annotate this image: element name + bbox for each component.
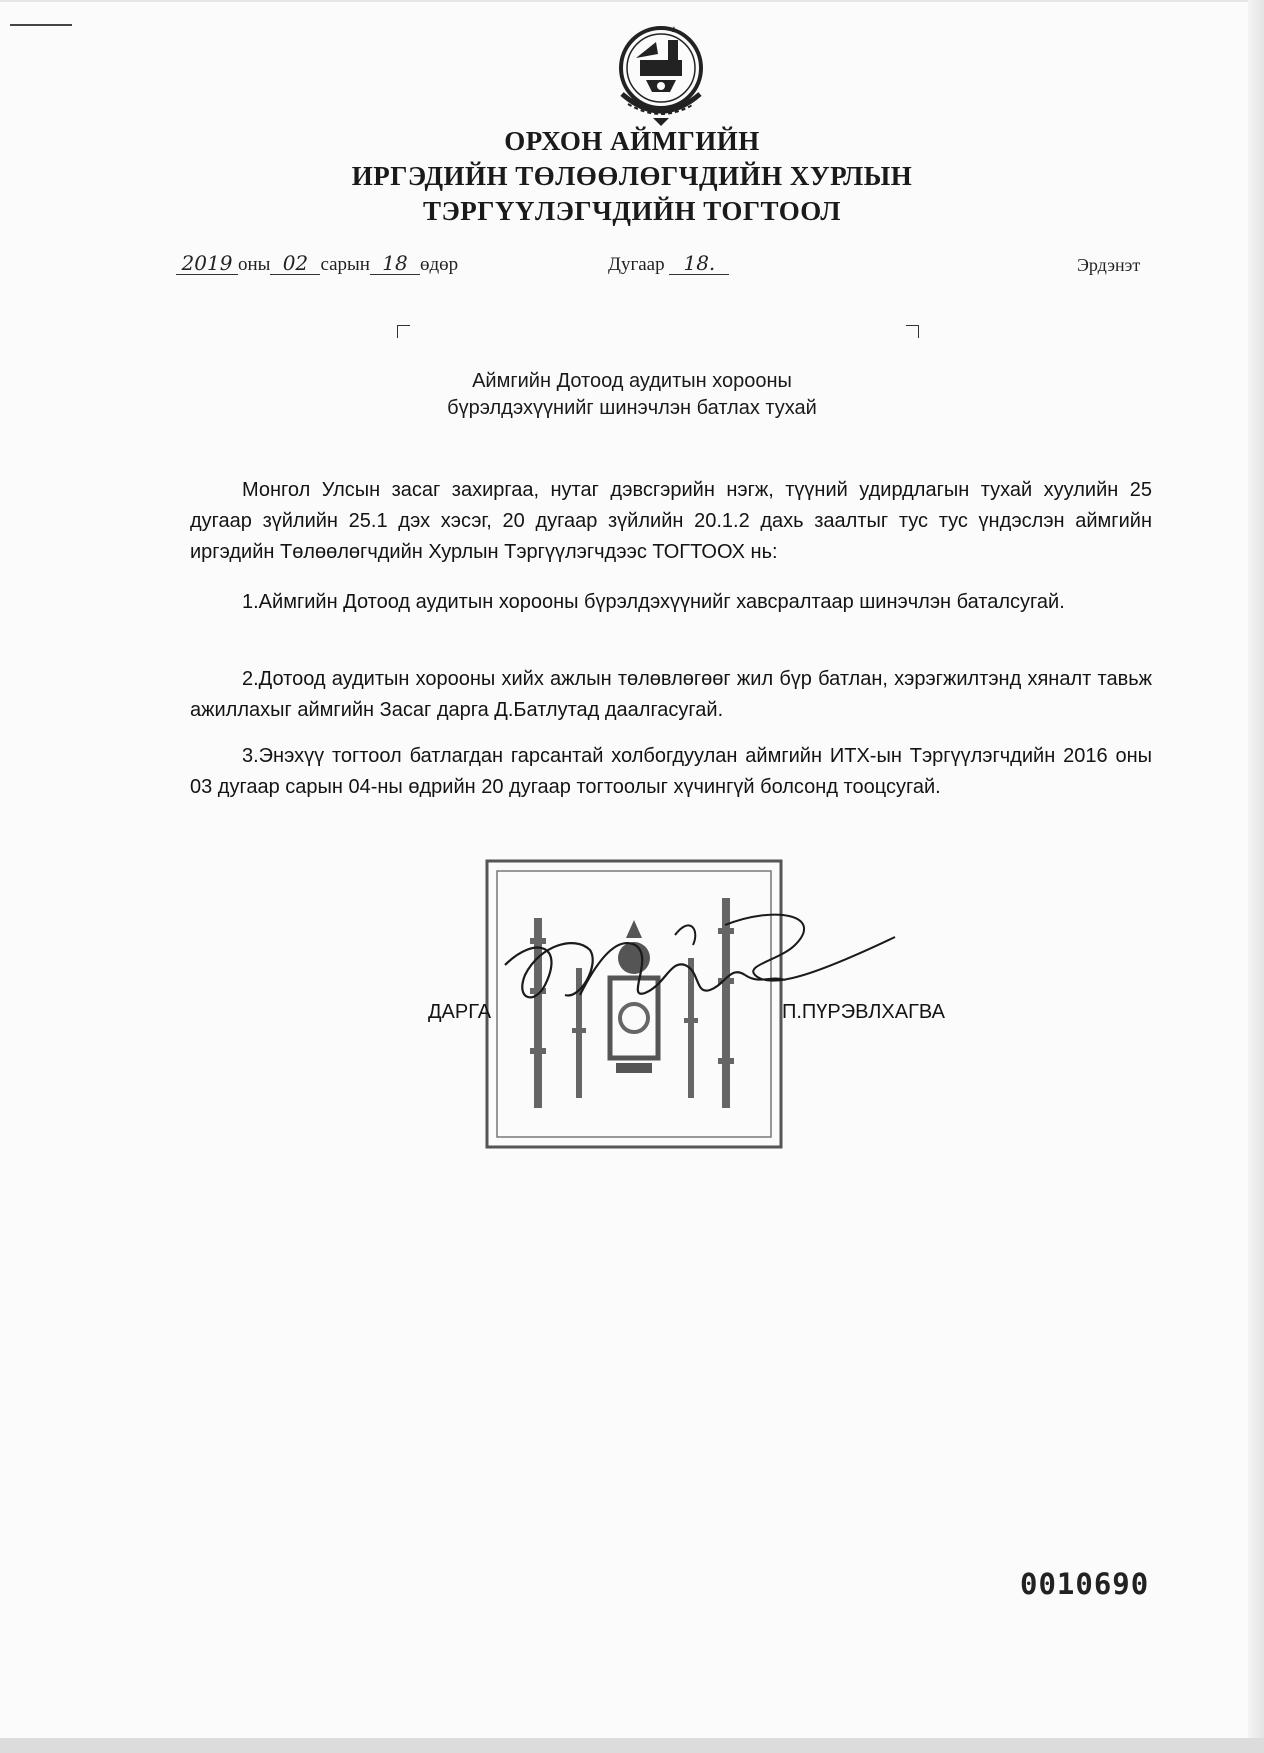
resolution-item-2 [190,664,1152,726]
header-line-3: ТЭРГҮҮЛЭГЧДИЙН ТОГТООЛ [422,196,841,226]
preamble-text: Монгол Улсын засаг захиргаа, нутаг дэвсгэрийн нэгж, түүний удирдлагын тухай хуулийн 25 дугаар зүйлийн 25.1 дэх хэсэг, 20 дугаар зүйлийн 20.1.2 дахь заалтыг тус тус үндэслэн аймгийн иргэдийн Төлөөлөгчдийн Хурлын Тэргүүлэгчдээс ТОГТООХ нь: [190,479,1152,563]
subject-bracket-left [397,325,410,338]
corner-mark [10,24,72,26]
date-day-label: өдөр [419,254,459,275]
resolution-number: 18. [669,252,729,275]
header-line-1: ОРХОН АЙМГИЙН [504,126,760,156]
resolution-item-3 [190,741,1152,803]
resolution-item-1 [190,587,1152,618]
date-year-label: оны [238,254,271,275]
scan-edge-right [1248,0,1264,1753]
item-3-text: 3.Энэхүү тогтоол батлагдан гарсантай холбогдуулан аймгийн ИТХ-ын Тэргүүлэгчдийн 2016 оны 03 дугаар сарын 04-ны өдрийн 20 дугаар тогтоолыг хүчингүй болсонд тооцсугай. [190,745,1152,798]
item-2-text: 2.Дотоод аудитын хорооны хийх ажлын төлөвлөгөөг жил бүр батлан, хэрэгжилтэнд хяналт тавьж ажиллахыг аймгийн Засаг дарга Д.Батлутад даалгасугай. [190,668,1152,721]
date-day: 18 [370,252,420,275]
scan-edge-bottom [0,1738,1264,1753]
date-year: 2019 [176,252,238,275]
date-month: 02 [270,252,320,275]
state-emblem-icon [606,20,716,128]
signatory-title: ДАРГА [428,1001,492,1023]
number-label: Дугаар [608,254,665,275]
place-name: Эрдэнэт [1077,255,1141,275]
scan-edge-top [0,0,1264,2]
document-serial-number: 0010690 [1020,1567,1150,1601]
subject-line-2: бүрэлдэхүүнийг шинэчлэн батлах тухай [447,397,817,419]
header-line-2: ИРГЭДИЙН ТӨЛӨӨЛӨГЧДИЙН ХУРЛЫН [351,161,913,191]
subject-bracket-right [906,325,919,338]
resolution-number-block [608,252,729,276]
item-1-text: 1.Аймгийн Дотоод аудитын хорооны бүрэлдэхүүнийг хавсралтаар шинэчлэн баталсугай. [242,591,1065,613]
preamble-paragraph [190,475,1152,568]
signatory-name: П.ПҮРЭВЛХАГВА [782,1001,945,1023]
date-month-label: сарын [320,254,370,275]
date-line [176,252,458,276]
subject-line-1: Аймгийн Дотоод аудитын хорооны [472,370,792,392]
